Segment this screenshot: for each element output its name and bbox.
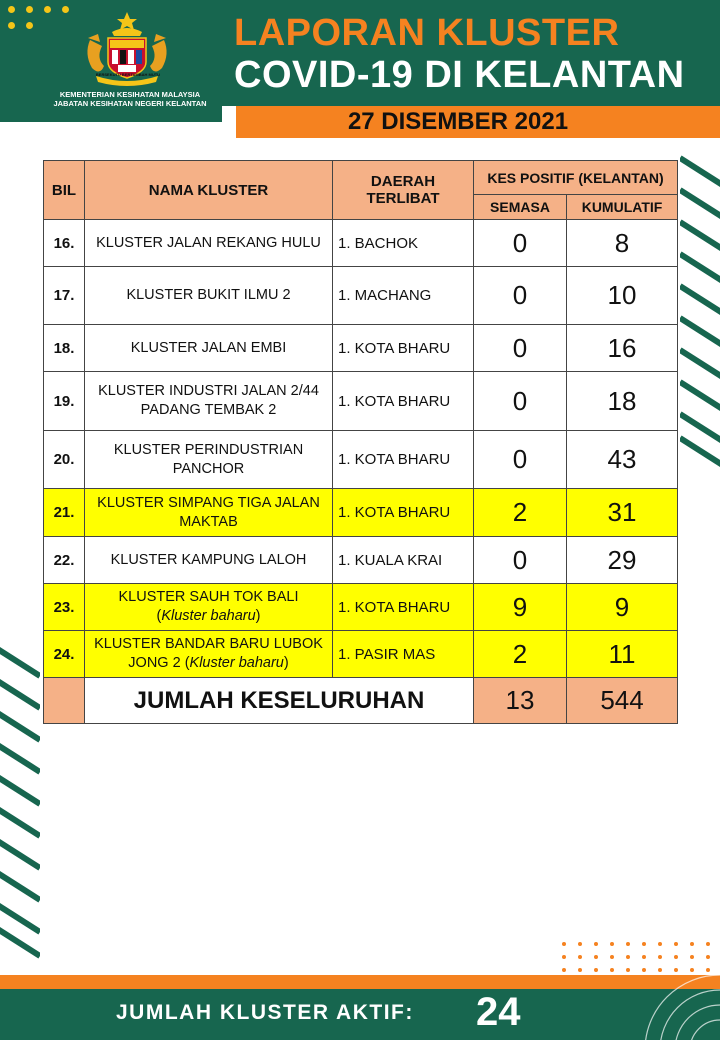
active-clusters-count: 24 — [476, 990, 521, 1034]
report-subtitle: COVID-19 DI KELANTAN — [234, 54, 685, 96]
row-bil: 19. — [44, 372, 85, 431]
header-bil: BIL — [44, 161, 85, 220]
row-daerah: 1. KOTA BHARU — [333, 372, 474, 431]
row-kumulatif: 9 — [567, 584, 678, 631]
report-title: LAPORAN KLUSTER — [234, 12, 620, 54]
total-kumulatif: 544 — [567, 678, 678, 724]
header-nama-kluster: NAMA KLUSTER — [85, 161, 333, 220]
row-kumulatif: 11 — [567, 631, 678, 678]
report-date: 27 DISEMBER 2021 — [347, 108, 569, 135]
total-bil-cell — [44, 678, 85, 724]
decorative-stripes-right — [680, 150, 720, 470]
table-row — [44, 537, 678, 584]
row-bil: 17. — [44, 267, 85, 325]
cluster-name-line: KLUSTER JALAN REKANG HULU — [96, 234, 321, 251]
header-kumulatif: KUMULATIF — [567, 195, 678, 220]
row-daerah: 1. KOTA BHARU — [333, 325, 474, 372]
decorative-stripes-left — [0, 640, 40, 960]
row-bil: 18. — [44, 325, 85, 372]
row-cluster-name — [85, 631, 333, 678]
row-kumulatif: 43 — [567, 431, 678, 489]
header-kes-positif: KES POSITIF (KELANTAN) — [474, 161, 678, 195]
table-row — [44, 631, 678, 678]
cluster-table — [43, 160, 678, 724]
row-cluster-name — [85, 431, 333, 489]
cluster-name-line: JONG 2 (Kluster baharu) — [128, 655, 289, 671]
row-semasa: 9 — [474, 584, 567, 631]
table-row — [44, 584, 678, 631]
cluster-name-part: JONG 2 — [128, 655, 181, 671]
total-row — [44, 678, 678, 724]
cluster-note: Kluster baharu — [189, 655, 284, 671]
cluster-note: Kluster baharu — [161, 608, 256, 624]
total-semasa: 13 — [474, 678, 567, 724]
row-semasa: 0 — [474, 372, 567, 431]
table-row — [44, 267, 678, 325]
row-semasa: 0 — [474, 325, 567, 372]
row-kumulatif: 18 — [567, 372, 678, 431]
date-banner — [236, 106, 720, 138]
row-semasa: 2 — [474, 489, 567, 537]
row-kumulatif: 10 — [567, 267, 678, 325]
table-row — [44, 431, 678, 489]
cluster-name-line: PANCHOR — [172, 460, 245, 477]
row-daerah: 1. KUALA KRAI — [333, 537, 474, 584]
row-kumulatif: 31 — [567, 489, 678, 537]
row-bil: 23. — [44, 584, 85, 631]
cluster-name-line: KLUSTER BUKIT ILMU 2 — [126, 287, 291, 303]
total-label: JUMLAH KESELURUHAN — [85, 678, 474, 724]
cluster-name-line: KLUSTER SAUH TOK BALI — [118, 589, 299, 605]
row-bil: 22. — [44, 537, 85, 584]
decorative-dot-grid — [560, 940, 720, 976]
header-daerah — [333, 161, 474, 220]
table-row — [44, 489, 678, 537]
row-cluster-name — [85, 325, 333, 372]
cluster-name-line: KLUSTER KAMPUNG LALOH — [110, 551, 307, 568]
row-daerah: 1. PASIR MAS — [333, 631, 474, 678]
cluster-name-line: PADANG TEMBAK 2 — [140, 402, 277, 418]
active-clusters-label: JUMLAH KLUSTER AKTIF: — [116, 1001, 414, 1024]
cluster-name-line: KLUSTER SIMPANG TIGA JALAN — [97, 494, 320, 511]
cluster-name-line: KLUSTER BANDAR BARU LUBOK — [94, 636, 323, 652]
row-bil: 16. — [44, 220, 85, 267]
row-semasa: 0 — [474, 220, 567, 267]
row-semasa: 2 — [474, 631, 567, 678]
row-cluster-name — [85, 584, 333, 631]
cluster-name-note: (Kluster baharu) — [156, 608, 261, 624]
table-row — [44, 220, 678, 267]
table-row — [44, 325, 678, 372]
row-cluster-name — [85, 537, 333, 584]
row-daerah: 1. KOTA BHARU — [333, 489, 474, 537]
table-header-row — [44, 161, 678, 195]
row-daerah: 1. KOTA BHARU — [333, 584, 474, 631]
row-kumulatif: 16 — [567, 325, 678, 372]
cluster-name-line: KLUSTER PERINDUSTRIAN — [113, 441, 304, 458]
cluster-name-line: KLUSTER JALAN EMBI — [130, 339, 287, 356]
row-kumulatif: 29 — [567, 537, 678, 584]
row-cluster-name — [85, 220, 333, 267]
row-daerah: 1. BACHOK — [333, 220, 474, 267]
header-daerah-line-2: TERLIBAT — [366, 190, 440, 207]
row-bil: 21. — [44, 489, 85, 537]
table-row — [44, 372, 678, 431]
decorative-arcs — [600, 975, 720, 1040]
crest-motto: BERSEKUTU BERTAMBAH MUTU — [95, 72, 161, 77]
ministry-line-2: JABATAN KESIHATAN NEGERI KELANTAN — [53, 99, 207, 108]
row-daerah: 1. KOTA BHARU — [333, 431, 474, 489]
cluster-name-line: KLUSTER INDUSTRI JALAN 2/44 — [98, 383, 319, 399]
row-cluster-name — [85, 267, 333, 325]
row-daerah: 1. MACHANG — [333, 267, 474, 325]
row-cluster-name — [85, 489, 333, 537]
cluster-name-line: MAKTAB — [179, 513, 238, 530]
row-bil: 20. — [44, 431, 85, 489]
row-cluster-name — [85, 372, 333, 431]
header-semasa: SEMASA — [474, 195, 567, 220]
row-bil: 24. — [44, 631, 85, 678]
header-daerah-line-1: DAERAH — [370, 173, 436, 190]
row-semasa: 0 — [474, 537, 567, 584]
row-semasa: 0 — [474, 267, 567, 325]
ministry-line-1: KEMENTERIAN KESIHATAN MALAYSIA — [59, 90, 201, 99]
row-semasa: 0 — [474, 431, 567, 489]
row-kumulatif: 8 — [567, 220, 678, 267]
ministry-name — [30, 90, 230, 108]
